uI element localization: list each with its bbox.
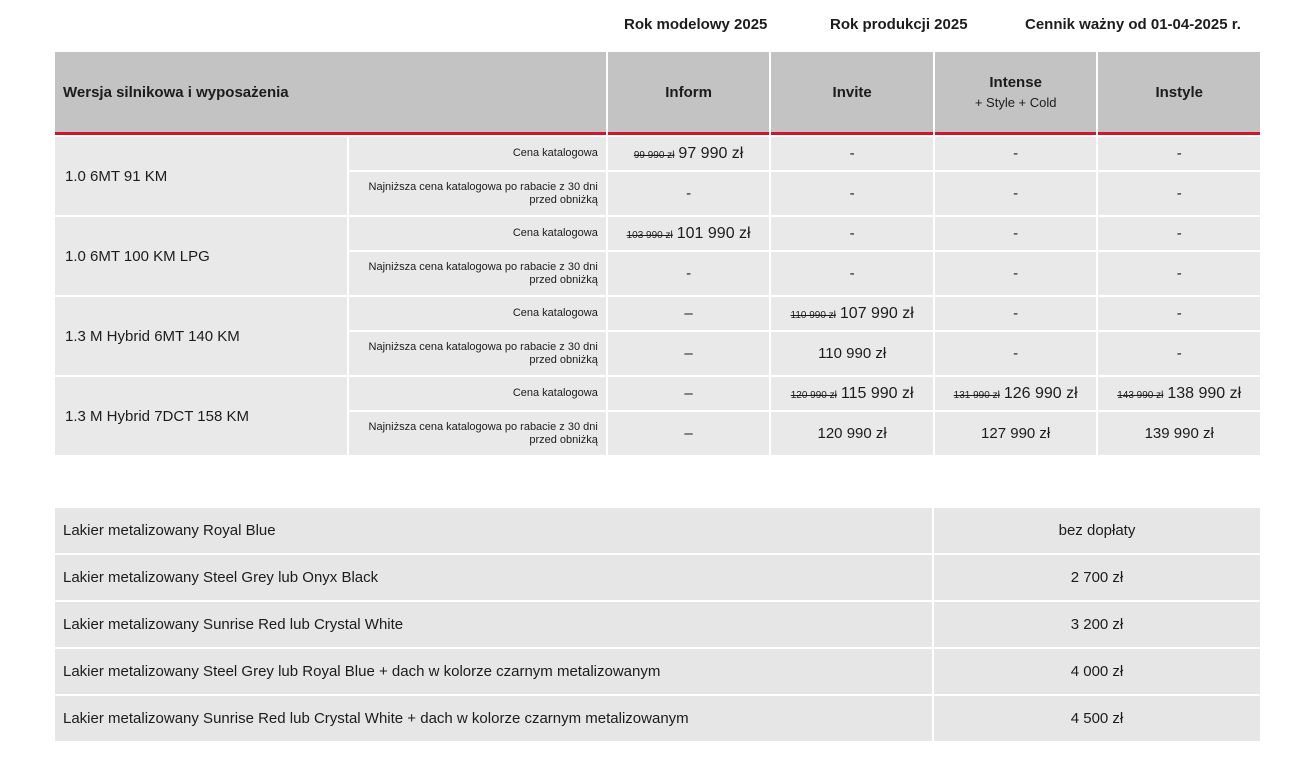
price-cell: - (1098, 137, 1260, 170)
old-price: 110 990 zł (790, 309, 836, 321)
price-cell: - (771, 252, 933, 295)
table-row (55, 297, 1260, 330)
paint-option-price: 2 700 zł (934, 555, 1260, 600)
lowest-price-label: Najniższa cena katalogowa po rabacie z 30 dni przed obniżką (349, 252, 606, 295)
col-invite-header: Invite (771, 52, 933, 135)
lowest-price-label: Najniższa cena katalogowa po rabacie z 30 dni przed obniżką (349, 332, 606, 375)
price-cell (771, 377, 933, 410)
table-row (55, 137, 1260, 170)
engine-name: 1.3 M Hybrid 6MT 140 KM (55, 297, 347, 375)
engine-name: 1.0 6MT 100 KM LPG (55, 217, 347, 295)
price-cell: - (1098, 172, 1260, 215)
col-instyle-header: Instyle (1098, 52, 1260, 135)
paint-option-price: 3 200 zł (934, 602, 1260, 647)
old-price: 103 990 zł (626, 229, 673, 241)
paint-option-row (55, 696, 1260, 741)
paint-option-row (55, 555, 1260, 600)
table-row (55, 377, 1260, 410)
old-price: 131 990 zł (953, 389, 1000, 401)
price-cell: - (1098, 252, 1260, 295)
col-engine-header: Wersja silnikowa i wyposażenia (55, 52, 606, 135)
intense-subtitle: + Style + Cold (974, 95, 1057, 110)
price-list-valid-from: Cennik ważny od 01-04-2025 r. (1025, 16, 1241, 33)
price-cell: - (1098, 297, 1260, 330)
price-cell: 120 990 zł (771, 412, 933, 455)
catalog-price-label: Cena katalogowa (349, 377, 606, 410)
col-inform-header: Inform (608, 52, 770, 135)
price-cell: - (1098, 332, 1260, 375)
paint-option-row (55, 508, 1260, 553)
catalog-price-label: Cena katalogowa (349, 297, 606, 330)
lowest-price-label: Najniższa cena katalogowa po rabacie z 30 dni przed obniżką (349, 412, 606, 455)
price-cell: – (608, 412, 770, 455)
paint-option-row (55, 649, 1260, 694)
price-cell: 139 990 zł (1098, 412, 1260, 455)
price-cell: – (608, 297, 770, 330)
production-year: Rok produkcji 2025 (830, 16, 968, 33)
price-cell: - (771, 217, 933, 250)
model-year: Rok modelowy 2025 (624, 16, 768, 33)
price-cell (608, 137, 770, 170)
old-price: 143 990 zł (1117, 389, 1164, 401)
price-cell: - (608, 252, 770, 295)
price-table (53, 50, 1262, 457)
price-cell: - (935, 137, 1097, 170)
paint-option-row (55, 602, 1260, 647)
price-cell: 110 990 zł (771, 332, 933, 375)
price-cell: – (608, 377, 770, 410)
price-cell (608, 217, 770, 250)
col-intense-header (935, 52, 1097, 135)
paint-option-label: Lakier metalizowany Sunrise Red lub Crystal White + dach w kolorze czarnym metalizowanym (55, 696, 932, 741)
price-cell (935, 377, 1097, 410)
price-cell: - (935, 217, 1097, 250)
new-price: 97 990 zł (678, 144, 744, 162)
price-cell: - (935, 172, 1097, 215)
price-cell: - (935, 332, 1097, 375)
price-cell: - (935, 252, 1097, 295)
price-cell (771, 297, 933, 330)
new-price: 138 990 zł (1167, 384, 1242, 402)
old-price: 120 990 zł (790, 389, 837, 401)
paint-option-label: Lakier metalizowany Royal Blue (55, 508, 932, 553)
catalog-price-label: Cena katalogowa (349, 137, 606, 170)
engine-name: 1.3 M Hybrid 7DCT 158 KM (55, 377, 347, 455)
old-price: 99 990 zł (633, 149, 675, 161)
price-table-header (55, 52, 1260, 135)
paint-option-label: Lakier metalizowany Steel Grey lub Onyx Black (55, 555, 932, 600)
paint-options-table (53, 506, 1262, 743)
catalog-price-label: Cena katalogowa (349, 217, 606, 250)
paint-option-price: 4 000 zł (934, 649, 1260, 694)
price-cell: - (935, 297, 1097, 330)
new-price: 107 990 zł (839, 304, 914, 322)
price-cell (1098, 377, 1260, 410)
paint-option-label: Lakier metalizowany Sunrise Red lub Crystal White (55, 602, 932, 647)
new-price: 101 990 zł (676, 224, 751, 242)
lowest-price-label: Najniższa cena katalogowa po rabacie z 30 dni przed obniżką (349, 172, 606, 215)
price-cell: - (608, 172, 770, 215)
new-price: 126 990 zł (1003, 384, 1078, 402)
paint-option-label: Lakier metalizowany Steel Grey lub Royal Blue + dach w kolorze czarnym metalizowanym (55, 649, 932, 694)
price-cell: - (771, 137, 933, 170)
price-cell: 127 990 zł (935, 412, 1097, 455)
price-cell: - (1098, 217, 1260, 250)
table-row (55, 217, 1260, 250)
intense-title: Intense (989, 74, 1042, 91)
paint-option-price: 4 500 zł (934, 696, 1260, 741)
paint-option-price: bez dopłaty (934, 508, 1260, 553)
engine-name: 1.0 6MT 91 KM (55, 137, 347, 215)
price-cell: - (771, 172, 933, 215)
price-cell: – (608, 332, 770, 375)
new-price: 115 990 zł (840, 384, 914, 402)
